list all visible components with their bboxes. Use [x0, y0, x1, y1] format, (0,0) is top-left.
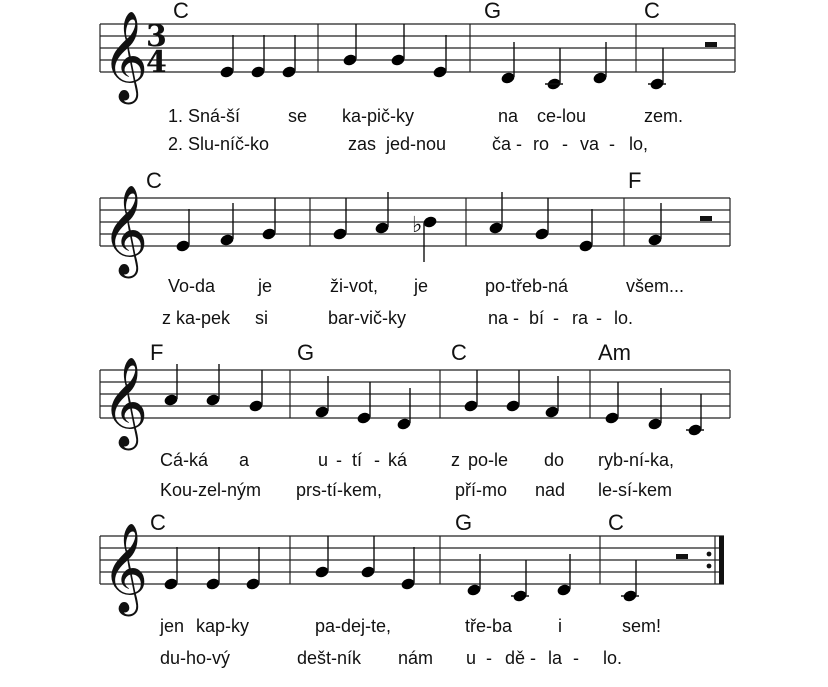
lyric-syllable: z ka-pek — [162, 308, 231, 328]
lyric-syllable: ra — [572, 308, 589, 328]
lyric-syllable: do — [544, 450, 565, 470]
lyric-syllable: Cá-ká — [160, 450, 209, 470]
lyric-syllable: lo, — [629, 134, 649, 154]
lyric-syllable: prs-tí-kem, — [296, 480, 383, 500]
lyric-syllable: si — [255, 308, 268, 328]
treble-clef-icon: 𝄞 — [102, 185, 149, 275]
chord-symbol: C — [644, 0, 660, 23]
notes-measure-2 — [314, 536, 416, 591]
lyric-syllable: ryb-ní-ka, — [598, 450, 675, 470]
lyric-syllable: po-le — [468, 450, 509, 470]
system-3 — [100, 340, 730, 500]
system-2 — [100, 168, 730, 328]
lyric-syllable: jen — [160, 616, 185, 636]
lyric-syllable: zem. — [644, 106, 684, 126]
lyric-syllable: - — [486, 648, 492, 668]
lyric-syllable: bar-vič-ky — [328, 308, 407, 328]
treble-clef-icon: 𝄞 — [102, 523, 149, 613]
chord-symbol: C — [173, 0, 189, 23]
notes-measure-4 — [621, 554, 688, 603]
system-4 — [100, 510, 724, 668]
half-rest-icon — [705, 42, 717, 47]
lyric-syllable: pa-dej-te, — [315, 616, 392, 636]
lyric-syllable: ka-pič-ky — [342, 106, 415, 126]
lyric-syllable: - — [609, 134, 615, 154]
lyric-syllable: - — [553, 308, 559, 328]
lyric-syllable: a — [239, 450, 250, 470]
lyric-syllable: lo. — [614, 308, 634, 328]
lyric-syllable: dešt-ník — [297, 648, 362, 668]
lyric-syllable: ká — [388, 450, 408, 470]
lyric-syllable: Vo-da — [168, 276, 216, 296]
lyric-syllable: - — [516, 134, 522, 154]
lyric-syllable: - — [596, 308, 602, 328]
lyric-syllable: u — [466, 648, 477, 668]
lyric-syllable: na — [488, 308, 509, 328]
lyric-syllable: ča — [492, 134, 512, 154]
lyric-syllable: va — [580, 134, 600, 154]
lyric-syllable: - — [530, 648, 536, 668]
lyric-syllable: sem! — [622, 616, 662, 636]
system-1 — [100, 0, 735, 154]
lyric-syllable: dě — [505, 648, 526, 668]
lyric-syllable: bí — [529, 308, 545, 328]
chord-symbol: G — [455, 510, 473, 535]
time-signature-bottom: 4 — [146, 45, 167, 80]
lyric-syllable: i — [558, 616, 562, 636]
lyric-syllable: jed-nou — [386, 134, 447, 154]
lyric-syllable: Kou-zel-ným — [160, 480, 262, 500]
staff — [100, 24, 735, 72]
chord-symbol: C — [150, 510, 166, 535]
chord-symbol: G — [297, 340, 315, 365]
lyric-syllable: pří-mo — [455, 480, 508, 500]
treble-clef-icon: 𝄞 — [102, 357, 149, 447]
lyric-syllable: z — [451, 450, 460, 470]
lyric-syllable: tí — [352, 450, 363, 470]
half-rest-icon — [676, 554, 688, 559]
lyric-syllable: ce-lou — [537, 106, 587, 126]
lyric-syllable: na — [498, 106, 519, 126]
lyric-syllable: nad — [535, 480, 566, 500]
staff — [100, 536, 724, 584]
notes-measure-2 — [332, 192, 438, 262]
lyric-syllable: nám — [398, 648, 434, 668]
chord-symbol: C — [146, 168, 162, 193]
lyric-syllable: zas — [348, 134, 377, 154]
lyric-syllable: - — [336, 450, 342, 470]
notes-measure-2 — [342, 24, 448, 79]
lyric-syllable: je — [414, 276, 429, 296]
lyric-syllable: - — [374, 450, 380, 470]
notes-measure-3 — [466, 554, 572, 603]
lyric-syllable: - — [562, 134, 568, 154]
chord-symbol: Am — [598, 340, 631, 365]
notes-measure-2 — [314, 376, 412, 431]
lyric-syllable: 1. Sná-ší — [168, 106, 241, 126]
lyric-syllable: kap-ky — [196, 616, 250, 636]
chord-symbol: C — [608, 510, 624, 535]
notes-measure-4 — [648, 42, 717, 91]
notes-measure-4 — [604, 382, 704, 437]
lyric-syllable: du-ho-vý — [160, 648, 231, 668]
lyric-syllable: u — [318, 450, 329, 470]
lyric-syllable: 2. Slu-níč-ko — [168, 134, 270, 154]
chord-symbol: F — [150, 340, 164, 365]
lyric-syllable: - — [513, 308, 519, 328]
lyric-syllable: po-třeb-ná — [485, 276, 569, 296]
chord-symbol: F — [628, 168, 642, 193]
lyric-syllable: se — [288, 106, 308, 126]
notes-measure-1 — [175, 198, 277, 253]
lyric-syllable: ži-vot, — [330, 276, 379, 296]
notes-measure-1 — [219, 35, 297, 79]
lyric-syllable: lo. — [603, 648, 623, 668]
half-rest-icon — [700, 216, 712, 221]
lyric-syllable: tře-ba — [465, 616, 513, 636]
lyric-syllable: je — [258, 276, 273, 296]
lyric-syllable: ro — [533, 134, 550, 154]
lyric-syllable: le-sí-kem — [598, 480, 673, 500]
staff — [100, 370, 730, 418]
chord-symbol: C — [451, 340, 467, 365]
treble-clef-icon: 𝄞 — [102, 11, 149, 101]
chord-symbol: G — [484, 0, 502, 23]
notes-measure-3 — [500, 42, 608, 91]
lyric-syllable: - — [573, 648, 579, 668]
lyric-syllable: všem... — [626, 276, 685, 296]
time-signature-top: 3 — [146, 19, 167, 54]
flat-icon: ♭ — [412, 213, 423, 238]
lyric-syllable: la — [548, 648, 563, 668]
